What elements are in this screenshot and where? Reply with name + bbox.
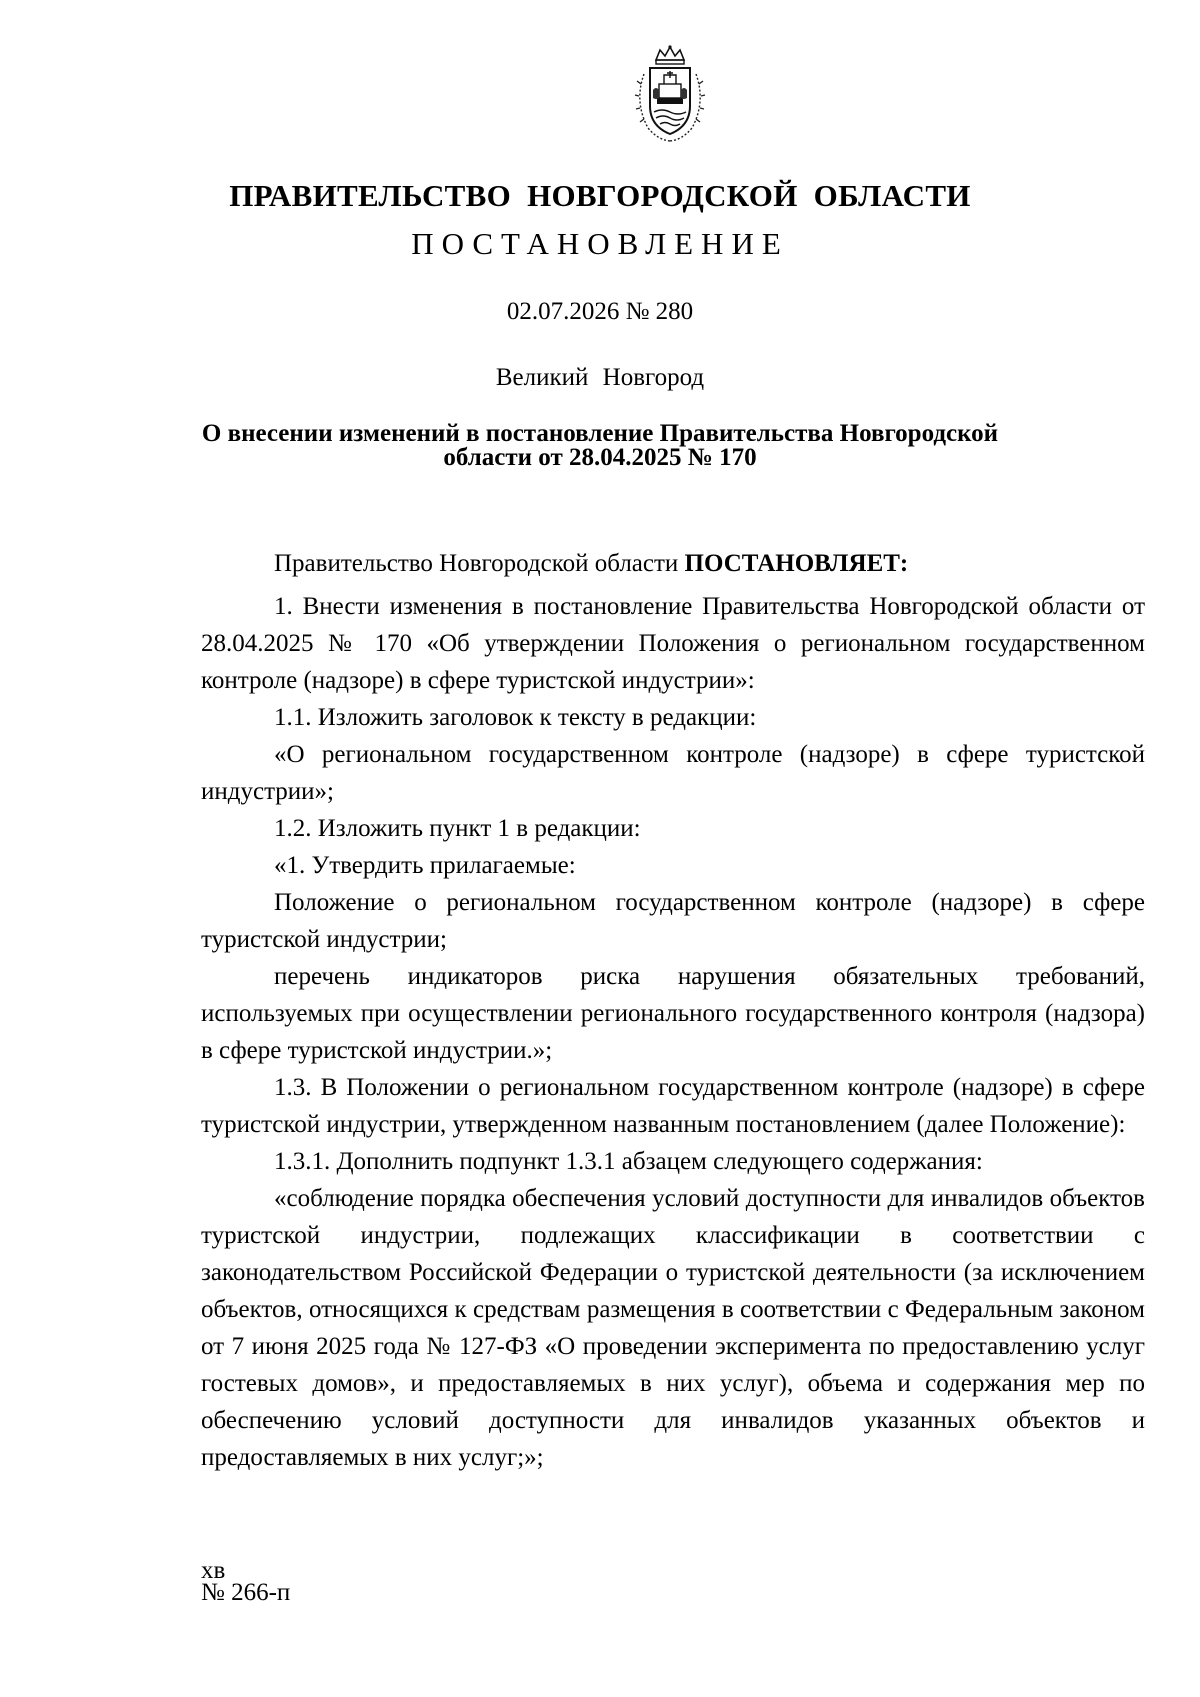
document-subject [200, 422, 1000, 470]
document-date-number: 02.07.2026 № 280 [506, 298, 694, 325]
paragraph: «О региональном государственном контроле (надзоре) в сфере туристской индустрии»; [201, 741, 1145, 805]
paragraph: 1.2. Изложить пункт 1 в редакции: [274, 815, 641, 842]
paragraph: 1.1. Изложить заголовок к тексту в редакции: [274, 704, 757, 731]
document-city: Великий Новгород [495, 364, 705, 391]
paragraph: 1.3.1. Дополнить подпункт 1.3.1 абзацем следующего содержания: [274, 1148, 983, 1175]
document-body [201, 545, 1145, 1476]
subject-line: области от 28.04.2025 № 170 [443, 444, 757, 471]
author-initials: хв [201, 1557, 226, 1584]
paragraph: «соблюдение порядка обеспечения условий доступности для инвалидов объектов туристской индустрии, подлежащих классификации в соответствии с законодательством Российской Федерации о туристской деятельности (за исключением объектов, относящихся к средствам размещения в соответствии с Федеральным законом от 7 июня 2025 года № 127-ФЗ «О проведении эксперимента по предоставлению услуг гостевых домов», и предоставляемых в них услуг), объема и содержания мер по обеспечению условий доступности для инвалидов указанных объектов и предоставляемых в них услуг;»; [201, 1185, 1145, 1471]
paragraph: 1.3. В Положении о региональном государственном контроле (надзоре) в сфере туристской индустрии, утвержденном названным постановлением (далее Положение): [201, 1074, 1145, 1138]
paragraph: «1. Утвердить прилагаемые: [274, 852, 576, 879]
preamble-resolves: ПОСТАНОВЛЯЕТ: [684, 550, 909, 577]
paragraph: перечень индикаторов риска нарушения обязательных требований, используемых при осуществлении регионального государственного контроля (надзора) в сфере туристской индустрии.»; [201, 963, 1145, 1064]
coat-of-arms-icon [632, 44, 708, 144]
subject-line: О внесении изменений в постановление Правительства Новгородской [201, 420, 999, 447]
document-footer [201, 1557, 291, 1606]
organization-title: ПРАВИТЕЛЬСТВО НОВГОРОДСКОЙ ОБЛАСТИ [229, 178, 971, 213]
paragraph: Положение о региональном государственном контроле (надзоре) в сфере туристской индустрии; [201, 889, 1145, 953]
document-type: ПОСТАНОВЛЕНИЕ [411, 226, 789, 261]
draft-number: № 266-п [201, 1579, 291, 1606]
paragraph: 1. Внести изменения в постановление Правительства Новгородской области от 28.04.2025 № 170 «Об утверждении Положения о региональном государственном контроле (надзоре) в сфере туристской индустрии»: [201, 593, 1145, 694]
preamble-text: Правительство Новгородской области [274, 550, 685, 577]
preamble [201, 545, 1145, 582]
